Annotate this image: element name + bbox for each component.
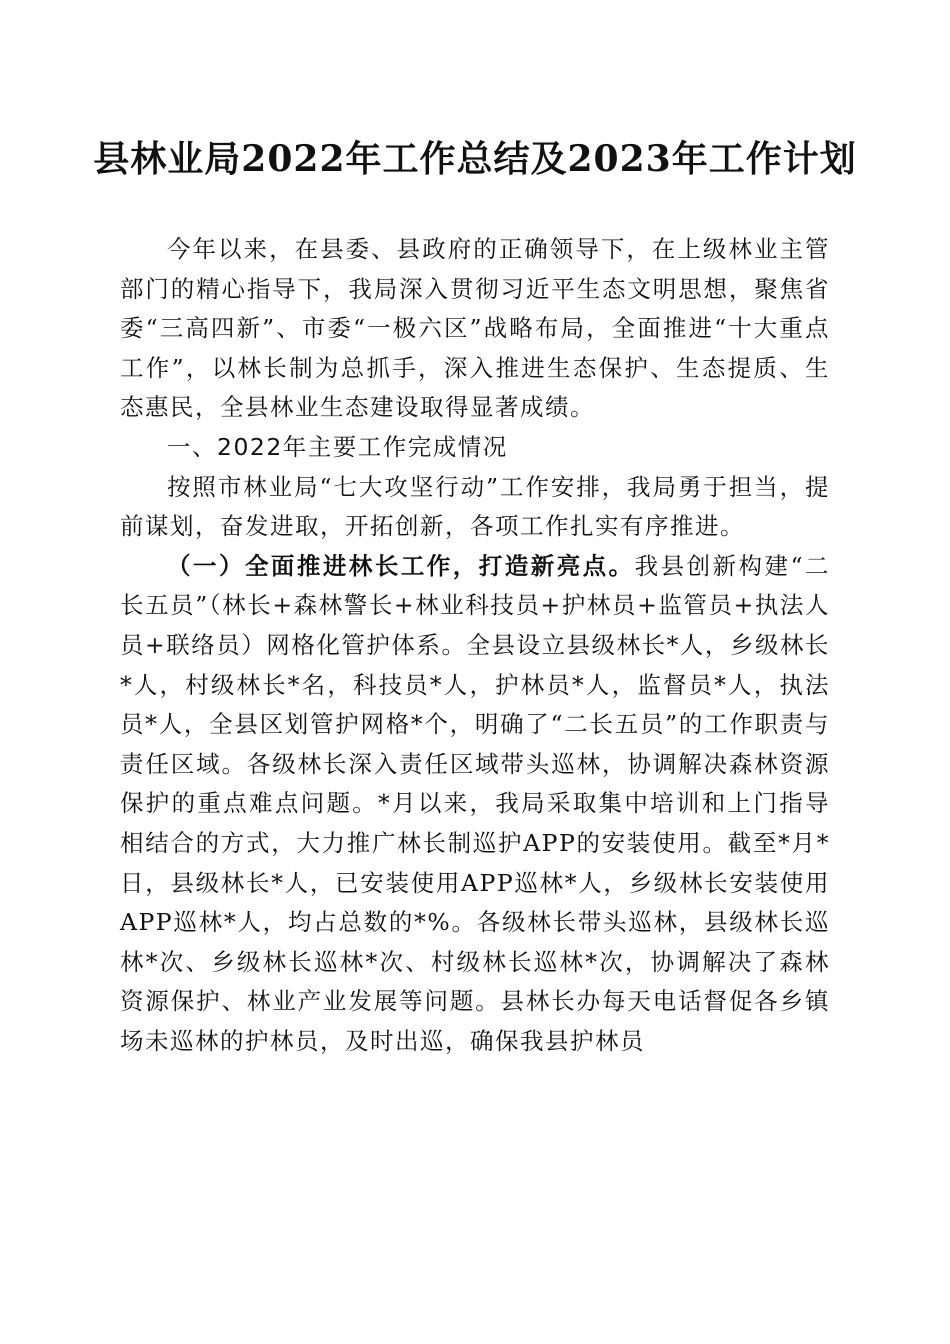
subsection-heading: （一）全面推进林长工作，打造新亮点。 xyxy=(167,551,635,580)
document-title: 县林业局2022年工作总结及2023年工作计划 xyxy=(93,138,857,180)
section-paragraph: 按照市林业局“七大攻坚行动”工作安排，我局勇于担当，提前谋划，奋发进取，开拓创新，各项工作扎实有序推进。 xyxy=(120,472,830,541)
section-heading: 一、2022年主要工作完成情况 xyxy=(167,432,508,461)
subsection-text: 我县创新构建“二长五员”（林长+森林警长+林业科技员+护林员+监管员+执法人员+联络员）网格化管护体系。全县设立县级林长*人，乡级林长*人，村级林长*名，科技员*人，护林员*人，监督员*人，执法员*人，全县区划管护网格*个，明确了“二长五员”的工作职责与责任区域。各级林长深入责任区域带头巡林，协调解决森林资源保护的重点难点问题。*月以来，我局采取集中培训和上门指导相结合的方式，大力推广林长制巡护APP的安装使用。截至*月*日，县级林长*人，已安装使用APP巡林*人，乡级林长安装使用APP巡林*人，均占总数的*%。各级林长带头巡林，县级林长巡林*次、乡级林长巡林*次、村级林长巡林*次，协调解决了森林资源保护、林业产业发展等问题。县林长办每天电话督促各乡镇场未巡林的护林员，及时出巡，确保我县护林员 xyxy=(120,551,831,1055)
intro-paragraph: 今年以来，在县委、县政府的正确领导下，在上级林业主管部门的精心指导下，我局深入贯彻习近平生态文明思想，聚焦省委“三高四新”、市委“一极六区”战略布局，全面推进“十大重点工作”，以林长制为总抓手，深入推进生态保护、生态提质、生态惠民，全县林业生态建设取得显著成绩。 xyxy=(120,235,830,422)
subsection-paragraph xyxy=(120,547,830,1062)
document-body xyxy=(120,230,830,1061)
